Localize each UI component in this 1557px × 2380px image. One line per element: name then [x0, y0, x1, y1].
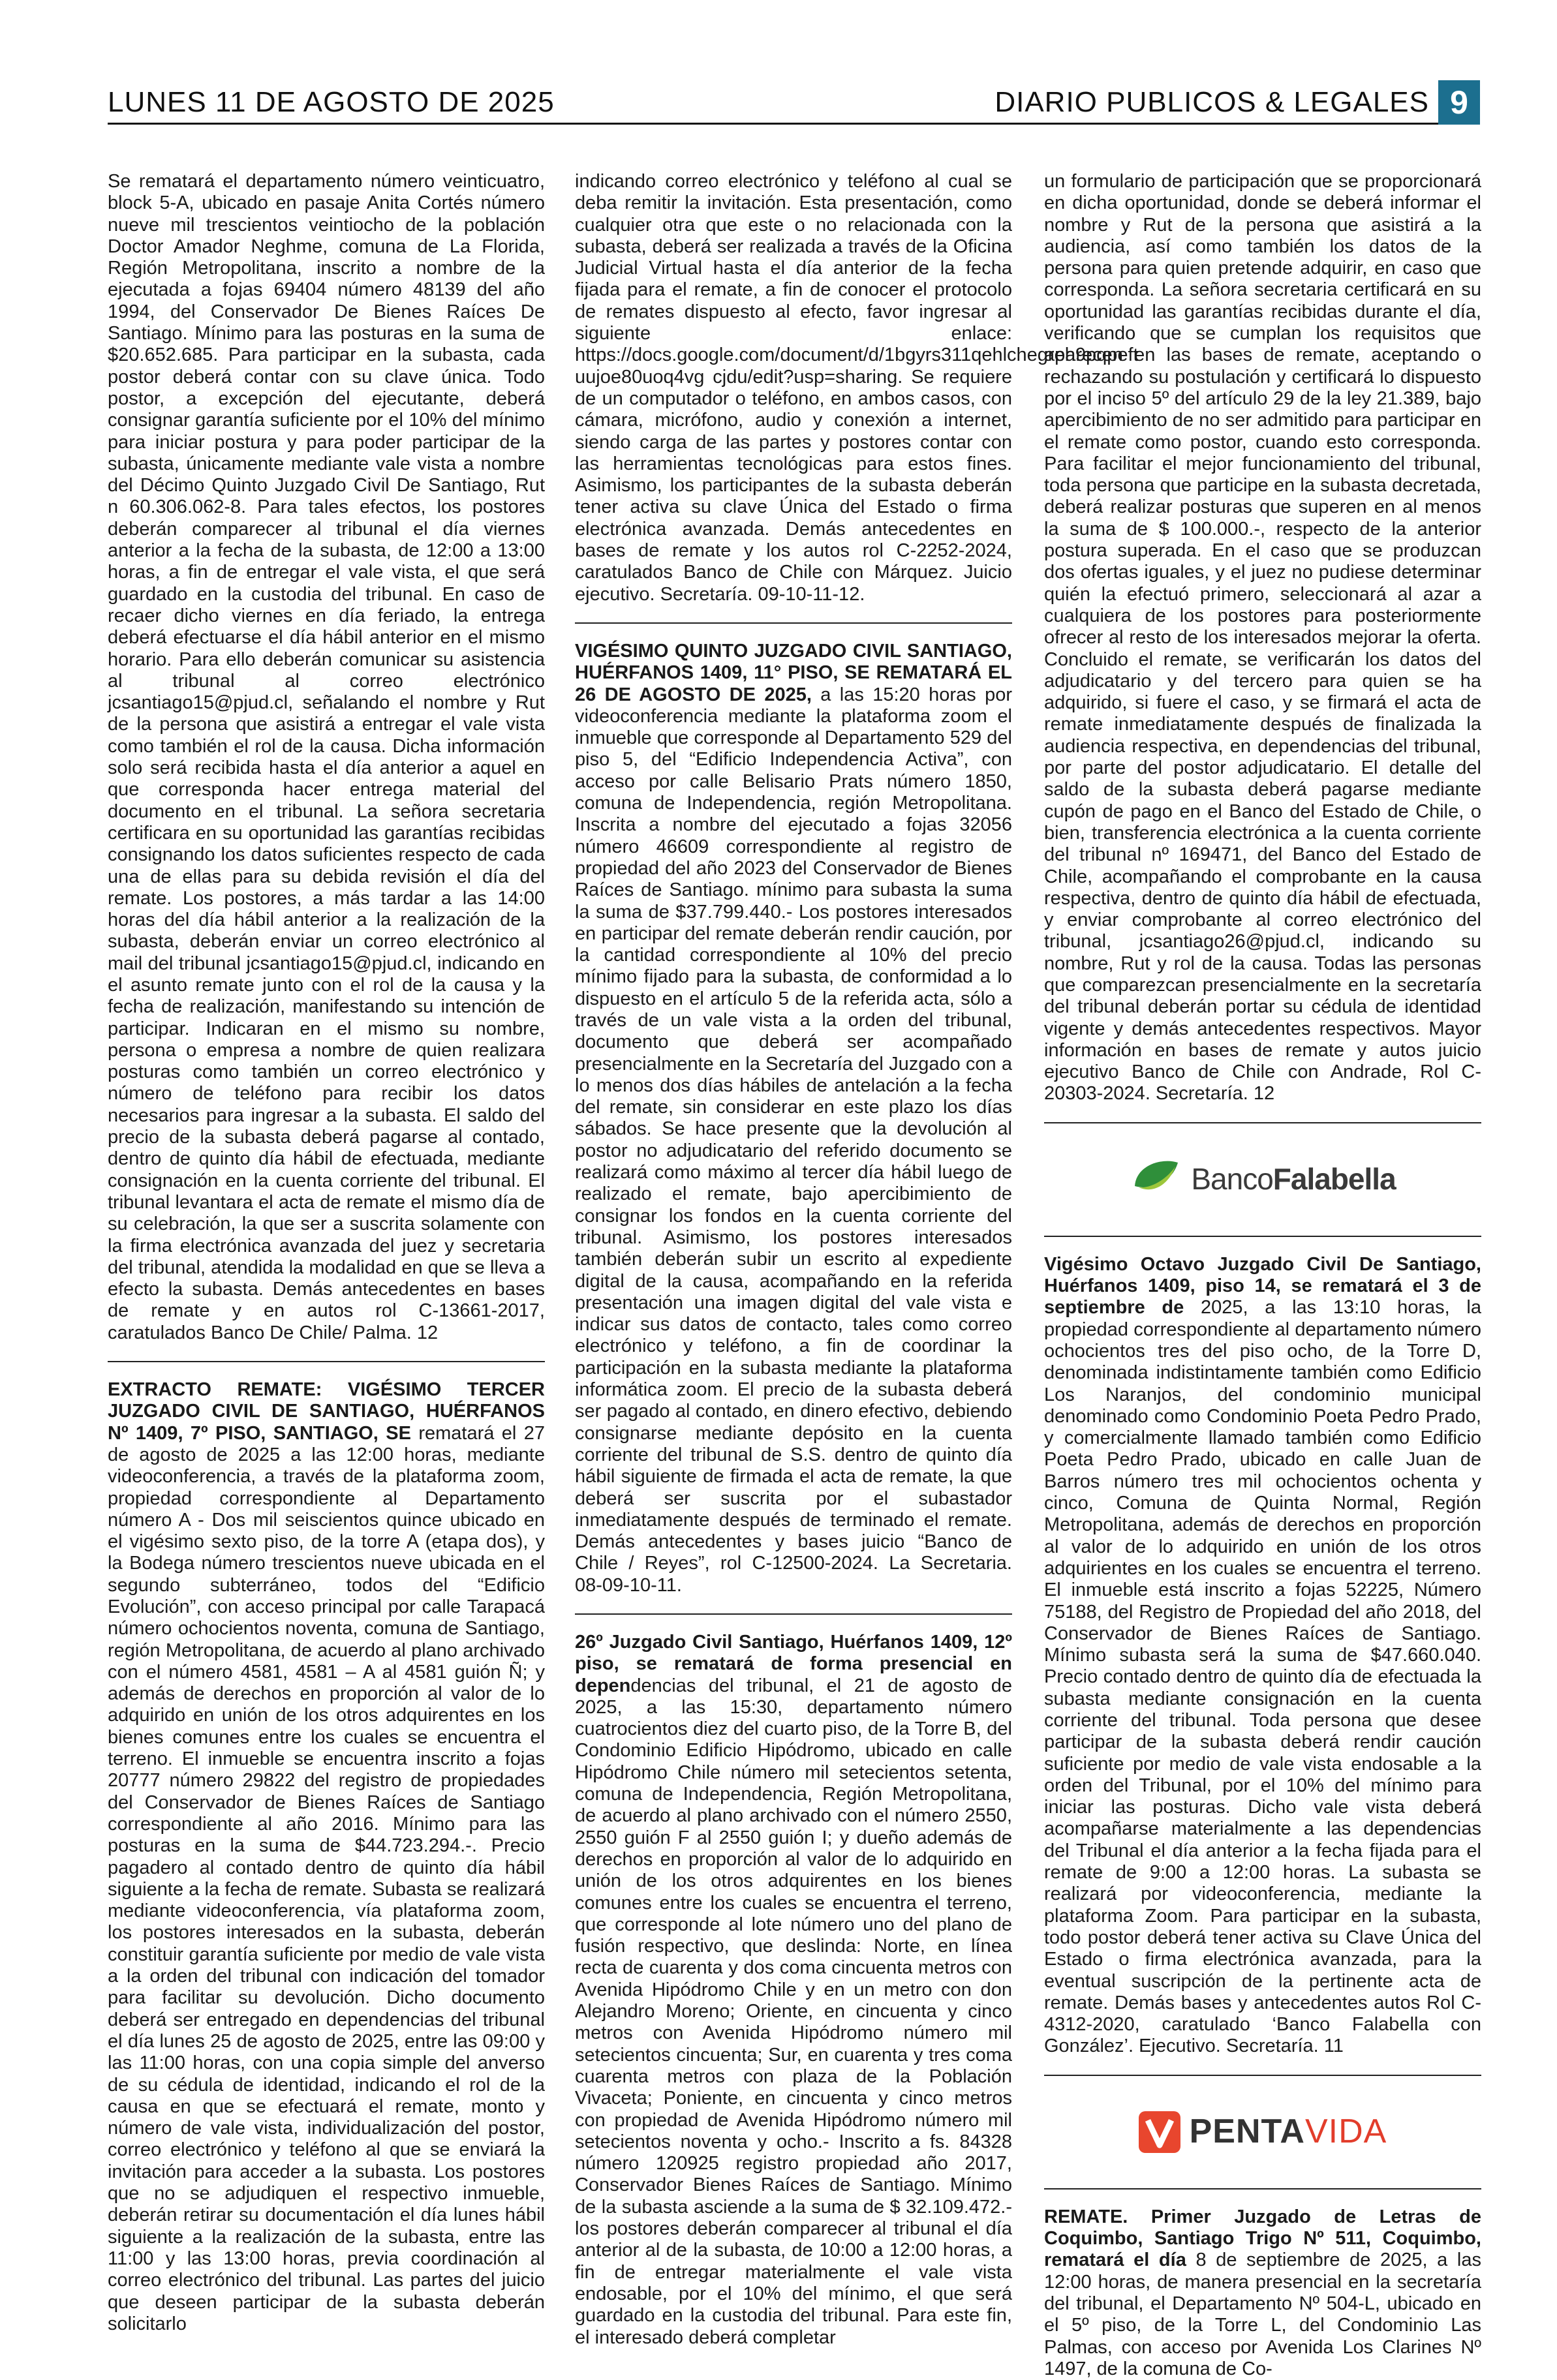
notice-body: 8 de septiembre de 2025, a las 12:00 horas, de manera presencial en la secretaría del tribunal, el Departamento Nº 504-L, ubicado en el 5º piso, de la Torre L, del Condominio Las Palmas, con acceso por Avenida Los Clarines Nº 1497, de la comuna de Co-: [1044, 2250, 1481, 2379]
notice-heading: REMATE.: [1044, 2206, 1128, 2227]
penta-vida-v-icon: [1139, 2111, 1180, 2153]
banco-falabella-wordmark: BancoFalabella: [1191, 1162, 1396, 1197]
page-number: 9: [1438, 80, 1480, 125]
divider: [575, 1613, 1012, 1615]
divider: [108, 1361, 545, 1362]
banco-falabella-logo: [1044, 1140, 1481, 1219]
penta-vida-wordmark: PENTAVIDA: [1189, 2113, 1387, 2151]
divider: [1044, 2075, 1481, 2076]
notice-body: 2025, a las 13:10 horas, la propiedad correspondiente al departamento número ochocientos tres del piso ocho, de la Torre D, denominada indistintamente también como Edificio Los Naranjos, del condominio municipal denominado como Condominio Poeta Pedro Prado, y comercialmente llamado también como Edificio Poeta Pedro Prado, ubicado en calle Juan de Barros número tres mil ochocientos ochenta y cinco, Comuna de Quinta Normal, Región Metropolitana, además de derechos en proporción al valor de lo adquirido en unión de los otros adquirientes en los cuales se encuentra el terreno. El inmueble está inscrito a fojas 52225, Número 75188, del Registro de Propiedad del año 2018, del Conservador de Bienes Raíces de Santiago. Mínimo subasta será la suma de $47.660.040. Precio contado dentro de quinto día de efectuada la subasta mediante consignación en la cuenta corriente del tribunal. Toda persona que desee participar de la subasta deberá rendir caución suficiente por medio de vale vista endosable a la orden del Tribunal, por el 10% del mínimo para iniciar las posturas. Dicho vale vista deberá acompañarse materialmente a las dependencias del Tribunal el día anterior a la fecha fijada para el remate de 9:00 a 12:00 horas. La subasta se realizará por videoconferencia, mediante la plataforma Zoom. Para participar en la subasta, todo postor deberá tener activa su Clave Única del Estado o firma electrónica avanzada, para la eventual suscripción de la pertinente acta de remate. Demás bases y antecedentes autos Rol C-4312-2020, caratulado ‘Banco Falabella con González’. Ejecutivo. Secretaría. 11: [1044, 1297, 1481, 2057]
notice-remate-23-juzgado: [108, 1379, 545, 2335]
column-3: [1044, 171, 1481, 2379]
header-date: LUNES 11 DE AGOSTO DE 2025: [108, 86, 555, 118]
notice-remate-coquimbo: [1044, 2206, 1481, 2380]
divider: [1044, 2188, 1481, 2189]
notice-body: rematará el 27 de agosto de 2025 a las 12:00 horas, mediante videoconferencia, a través de la plataforma zoom, propiedad correspondiente al Departamento número A - Dos mil seiscientos quince ubicado en el vigésimo sexto piso, de la torre A (etapa dos), y la Bodega número trescientos nueve ubicada en el segundo subterráneo, todos del “Edificio Evolución”, con acceso principal por calle Tarapacá número ochocientos noventa, comuna de Santiago, región Metropolitana, de acuerdo al plano archivado con el número 4581, 4581 – A al 4581 guión Ñ; y además de derechos en proporción al valor de lo adquirido en unión de los otros adquirentes en los bienes comunes entre los cuales se encuentra el terreno. El inmueble se encuentra inscrito a fojas 20777 número 29822 del registro de propiedades del Conservador de Bienes Raíces de Santiago correspondiente al año 2016. Mínimo para las posturas en la suma de $44.723.294.-. Precio pagadero al contado dentro de quinto día hábil siguiente a la fecha de remate. Subasta se realizará mediante videoconferencia, vía plataforma zoom, los postores interesados en la subasta, deberán constituir garantía suficiente por medio de vale vista a la orden del tribunal con indicación del tomador para facilitar su devolución. Dicho documento deberá ser entregado en dependencias del tribunal el día lunes 25 de agosto de 2025, entre las 09:00 y las 11:00 horas, con una copia simple del anverso de su cédula de identidad, indicando el rol de la causa en que se efectuará el remate, monto y número de vale vista, individualización del postor, correo electrónico y teléfono al que se enviará la invitación para acceder a la subasta. Los postores que no se adjudiquen el respectivo inmueble, deberán retirar su documentación el día lunes hábil siguiente a la realización de la subasta, entre las 11:00 y las 13:00 horas, previa coordinación al correo electrónico del tribunal. Las partes del juicio que deseen participar de la subasta deberán solicitarlo: [108, 1422, 545, 2334]
notice-heading: Vigésimo Octavo Juzgado Civil De Santiago, Huérfanos 1409, piso 14, se rematará el 3 de septiembre de: [1044, 1253, 1481, 1319]
banco-falabella-leaf-icon: [1130, 1153, 1182, 1206]
column-1: [108, 171, 545, 2334]
notice-heading: 26º Juzgado Civil Santiago, Huérfanos 1409, 12º piso, se rematará de forma presencial en depen: [575, 1632, 1012, 1696]
notice-remate-la-florida: Se rematará el departamento número veinticuatro, block 5-A, ubicado en pasaje Anita Cortés número nueve mil trescientos veintiocho de la población Doctor Amador Neghme, comuna de La Florida, Región Metropolitana, inscrito a nombre de la ejecutada a fojas 69404 número 48139 del año 1994, del Conservador De Bienes Raíces De Santiago. Mínimo para las posturas en la suma de $20.652.685. Para participar en la subasta, cada postor deberá contar con su clave única. Todo postor, a excepción del ejecutante, deberá consignar garantía suficiente por el 10% del mínimo para iniciar postura y para poder participar de la subasta, únicamente mediante vale vista a nombre del Décimo Quinto Juzgado Civil De Santiago, Rut n 60.306.062-8. Para tales efectos, los postores deberán comparecer al tribunal el día viernes anterior a la fecha de la subasta, de 12:00 a 13:00 horas, a fin de entregar el vale vista, el que será guardado en la custodia del tribunal. En caso de recaer dicho viernes en día feriado, la entrega deberá efectuarse el día hábil anterior en el mismo horario. Para ello deberán comunicar su asistencia al tribunal al correo electrónico jcsantiago15@pjud.cl, señalando el nombre y Rut de la persona que asistirá a entregar el vale vista como también el rol de la causa. Dicha información solo será recibida hasta el día anterior a aquel en que corresponda hacer entrega material del documento en el tribunal. La señora secretaria certificara en su oportunidad las garantías recibidas consignando los datos suficientes respecto de cada una de ellas para su debida revisión el día del remate. Los postores, a más tardar a las 14:00 horas del día hábil anterior a la realización de la subasta, deberán enviar un correo electrónico al mail del tribunal jcsantiago15@pjud.cl, indicando en el asunto remate junto con el rol de la causa y la fecha de realización, manifestando su intención de participar. Indicaran en el mismo su nombre, persona o empresa a nombre de quien realizara posturas como también un correo electrónico y número de teléfono para recibir los datos necesarios para ingresar a la subasta. El saldo del precio de la subasta deberá pagarse al contado, dentro de quinto día hábil de efectuada, mediante consignación en la cuenta corriente del tribunal. El tribunal levantara el acta de remate el mismo día de su celebración, la que ser a suscrita solamente con la firma electrónica avanzada del juez y secretaria del tribunal, atendida la modalidad en que se lleva a efecto la subasta. Demás antecedentes en bases de remate y en autos rol C-13661-2017, caratulados Banco De Chile/ Palma. 12: [108, 171, 545, 1343]
header-newspaper-title: DIARIO PUBLICOS & LEGALES: [994, 86, 1429, 118]
notice-heading: VIGÉSIMO QUINTO JUZGADO CIVIL SANTIAGO, HUÉRFANOS 1409, 11° PISO, SE REMATARÁ EL 26 DE AGOSTO DE 2025,: [575, 640, 1012, 705]
notice-remate-23-juzgado-continued: indicando correo electrónico y teléfono al cual se deba remitir la invitación. Esta presentación, como cualquier otra que este o no relacionada con la subasta, deberá ser realizada a través de la Oficina Judicial Virtual hasta el día anterior de la fecha fijada para el remate, a fin de conocer el protocolo de remates dispuesto al efecto, favor ingresar al siguiente enlace: https://docs.google.com/document/d/1bgyrs311qehlchegreh9pqpeft uujoe80uoq4vg cjdu/edit?usp=sharing. Se requiere de un computador o teléfono, en ambos casos, con cámara, micrófono, audio y conexión a internet, siendo carga de las partes y postores contar con las herramientas tecnológicas para estos fines. Asimismo, los participantes de la subasta deberán tener activa su clave Única del Estado o firma electrónica avanzada. Demás antecedentes en bases de remate y los autos rol C-2252-2024, caratulados Banco de Chile con Márquez. Juicio ejecutivo. Secretaría. 09-10-11-12.: [575, 171, 1139, 605]
column-2: [575, 171, 1139, 2348]
notice-body: dencias del tribunal, el 21 de agosto de 2025, a las 15:30, departamento número cuatrocientos diez del cuarto piso, de la Torre B, del Condominio Edificio Hipódromo, ubicado en calle Hipódromo Chile número mil setecientos setenta, comuna de Independencia, Región Metropolitana, de acuerdo al plano archivado con el número 2550, 2550 guión F al 2550 guión I; y dueño además de derechos en proporción al valor de lo adquirido en unión de los otros adquirentes en los bienes comunes entre los cuales se encuentra el terreno, que corresponde al lote número uno del plano de fusión respectivo, que deslinda: Norte, en línea recta de cuarenta y dos coma cincuenta metros con Avenida Hipódromo Chile y en un metro con don Alejandro Moreno; Oriente, en cincuenta y cinco metros con Avenida Hipódromo número mil setecientos cincuenta; Sur, en cuarenta y tres coma cuarenta metros con plaza de la Población Vivaceta; Poniente, en cincuenta y cinco metros con propiedad de Avenida Hipódromo número mil setecientos noventa y ocho.- Inscrito a fs. 84328 número 120925 registro propiedad año 2017, Conservador Bienes Raíces de Santiago. Mínimo de la subasta asciende a la suma de $ 32.109.472.- los postores deberán comparecer al tribunal el día anterior al de la subasta, de 10:00 a 12:00 horas, a fin de entregar materialmente el vale vista endosable, por el 10% del mínimo, el que será guardado en la custodia del tribunal. Para este fin, el interesado deberá completar: [575, 1675, 1012, 2348]
notice-heading: EXTRACTO REMATE: VIGÉSIMO TERCER JUZGADO CIVIL DE SANTIAGO, HUÉRFANOS Nº 1409, 7º PISO, SANTIAGO, SE: [108, 1379, 545, 1444]
notice-remate-28-juzgado: [1044, 1254, 1481, 2058]
penta-vida-logo: [1044, 2093, 1481, 2171]
notice-body: a las 15:20 horas por videoconferencia mediante la plataforma zoom el inmueble que corresponde al Departamento 529 del piso 5, del “Edificio Independencia Activa”, con acceso por calle Belisario Prats número 1850, comuna de Independencia, región Metropolitana. Inscrita a nombre del ejecutado a fojas 32056 número 46609 correspondiente al registro de propiedad del año 2023 del Conservador de Bienes Raíces de Santiago. mínimo para subasta la suma la suma de $37.799.440.- Los postores interesados en participar del remate deberán rendir caución, por la cantidad correspondiente al 10% del precio mínimo fijado para la subasta, de conformidad a lo dispuesto en el artículo 5 de la referida acta, sólo a través de un vale vista a la orden del tribunal, documento que deberá ser acompañado presencialmente en la Secretaría del Juzgado con a lo menos dos días hábiles de antelación a la fecha del remate, sin considerar en este plazo los días sábados. Se hace presente que la devolución al postor no adjudicatario del referido documento se realizará como máximo al tercer día hábil luego de realizado el remate, bajo apercibimiento de consignar los fondos en la cuenta corriente del tribunal. Asimismo, los postores interesados también deberán subir un escrito al expediente digital de la causa, acompañando en la referida presentación una imagen digital del vale vista e indicar sus datos de contacto, tales como correo electrónico y teléfono, a fin de coordinar la participación en la subasta mediante la plataforma informática zoom. El precio de la subasta deberá ser pagado al contado, en dinero efectivo, debiendo consignarse mediante depósito en la cuenta corriente del tribunal de S.S. dentro de quinto día hábil siguiente de firmada el acta de remate, la que deberá ser suscrita por el subastador inmediatamente después de terminado el remate. Demás antecedentes y bases juicio “Banco de Chile / Reyes”, rol C-12500-2024. La Secretaria. 08-09-10-11.: [575, 684, 1012, 1596]
divider: [1044, 1236, 1481, 1237]
notice-heading: Primer Juzgado de Letras de Coquimbo, Santiago Trigo Nº 511, Coquimbo, rematará el día: [1044, 2206, 1481, 2271]
divider: [1044, 1122, 1481, 1123]
notice-remate-26-juzgado: [575, 1632, 1012, 2349]
page-header: [108, 77, 1480, 125]
notice-remate-26-juzgado-continued: un formulario de participación que se proporcionará en dicha oportunidad, donde se deberá informar el nombre y Rut de la persona que asistirá a la audiencia, así como también los datos de la persona para quien pretende adquirir, en caso que corresponda. La señora secretaria certificará en su oportunidad las garantías recibidas durante el día, verificando que se cumplan los requisitos que aparecen en las bases de remate, aceptando o rechazando su postulación y certificará lo dispuesto por el inciso 5º del artículo 29 de la ley 21.389, bajo apercibimiento de no ser admitido para participar en el remate como postor, cuando esto corresponda. Para facilitar el mejor funcionamiento del tribunal, toda persona que participe en la subasta decretada, deberá realizar posturas que superen en al menos la suma de $ 100.000.-, respecto de la anterior postura superada. En el caso que se produzcan dos ofertas iguales, y el juez no pudiese determinar quién la efectuó primero, seleccionará al azar a cualquiera de los postores para posteriormente ofrecer al resto de los interesados mejorar la oferta. Concluido el remate, se verificarán los datos del adjudicatario y del tercero para quien se ha adquirido, si fuere el caso, y se firmará el acta de remate inmediatamente después de finalizada la audiencia respectiva, en dependencias del tribunal, por parte del postor adjudicatario. El detalle del saldo de la subasta deberá pagarse mediante cupón de pago en el Banco del Estado de Chile, o bien, transferencia electrónica a la cuenta corriente del tribunal nº 169471, del Banco del Estado de Chile, acompañando el comprobante en la causa respectiva, dentro de quinto día hábil de efectuada, y enviar comprobante al correo electrónico del tribunal, jcsantiago26@pjud.cl, indicando su nombre, Rut y rol de la causa. Todas las personas que comparezcan presencialmente en la secretaría del tribunal deberán portar su cédula de identidad vigente y demás antecedentes respectivos. Mayor información en bases de remate y autos juicio ejecutivo Banco de Chile con Andrade, Rol C-20303-2024. Secretaría. 12: [1044, 171, 1481, 1105]
divider: [575, 622, 1012, 624]
notice-remate-25-juzgado: [575, 641, 1012, 1596]
